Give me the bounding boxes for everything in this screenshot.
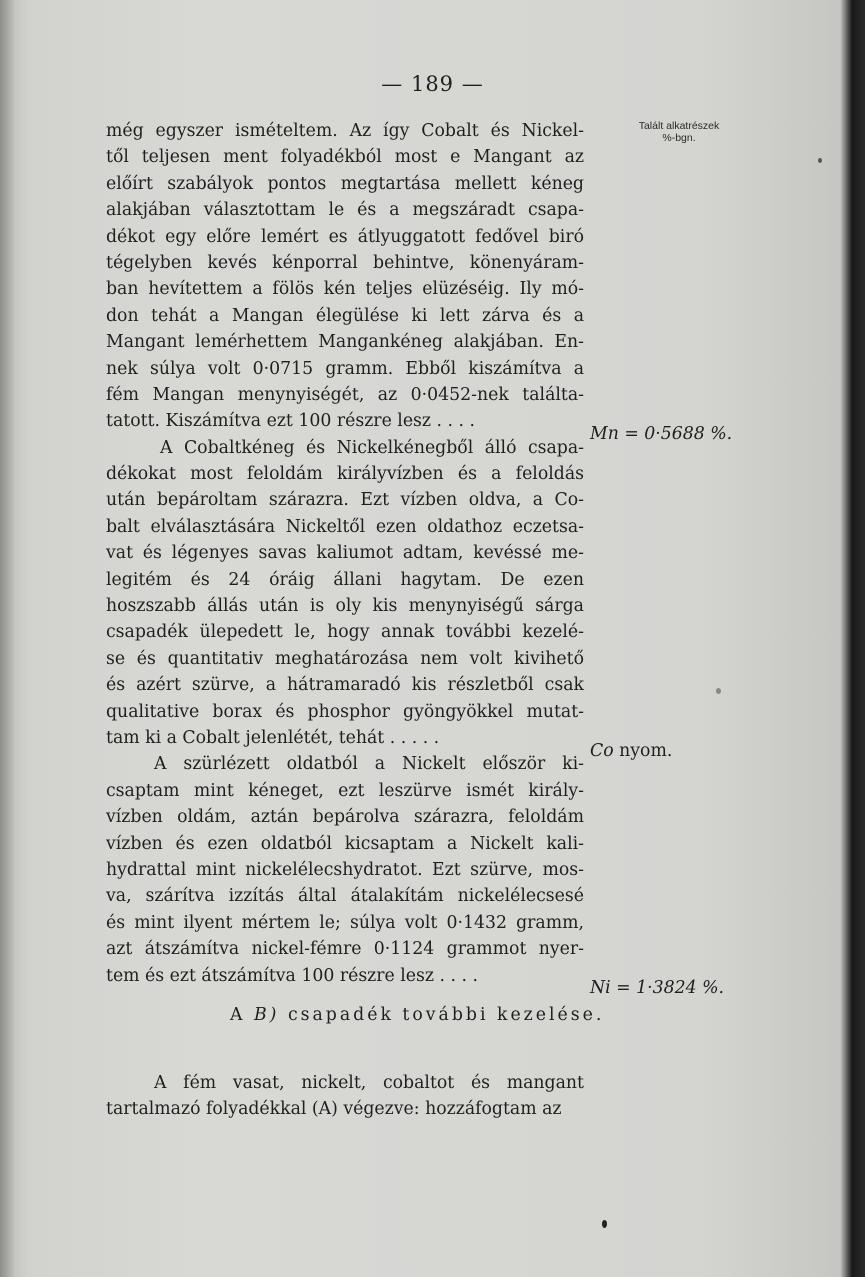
- text-line: qualitative borax és phosphor gyöngyökkel mutat-: [106, 701, 584, 722]
- co-value: nyom.: [619, 741, 673, 761]
- margin-column-header: [604, 120, 754, 144]
- text-line: csapadék ülepedett le, hogy annak további kezelé-: [106, 622, 584, 643]
- text-line: és mint ilyent mértem le; súlya volt 0·1432 gramm,: [106, 912, 584, 933]
- scan-speck: [602, 1220, 607, 1228]
- result-ni: [590, 975, 790, 1001]
- paragraph-2: [106, 435, 584, 752]
- paragraph-4: [106, 1070, 584, 1123]
- text-line: tatott. Kiszámítva ezt 100 részre lesz . . . .: [106, 411, 475, 432]
- section-heading-prefix: A: [230, 1005, 246, 1025]
- co-symbol: Co: [590, 741, 614, 761]
- text-line: azt átszámítva nickel-fémre 0·1124 grammot nyer-: [106, 939, 584, 960]
- text-line: től teljesen ment folyadékból most e Mangant az: [106, 147, 584, 168]
- ni-symbol: Ni: [590, 978, 611, 998]
- text-line: fém Mangan menynyiségét, az 0·0452-nek találta-: [106, 384, 584, 405]
- text-line: dékokat most feloldám királyvízben és a feloldás: [106, 464, 584, 485]
- paragraph-3: [106, 751, 584, 989]
- text-line: tégelyben kevés kénporral behintve, könenyáram-: [106, 252, 584, 273]
- text-line: még egyszer ismételtem. Az így Cobalt és Nickel-: [106, 121, 584, 141]
- text-line: vat és légenyes savas kaliumot adtam, kevéssé me-: [106, 543, 584, 564]
- text-line: A fém vasat, nickelt, cobaltot és mangant: [154, 1073, 584, 1093]
- mn-symbol: Mn: [590, 424, 619, 444]
- text-line: csaptam mint kéneget, ezt leszürve ismét király-: [106, 780, 584, 801]
- body-text: [106, 118, 584, 989]
- text-line: tartalmazó folyadékkal (A) végezve: hozzáfogtam az: [106, 1099, 562, 1120]
- text-line: alakjában választottam le és a megszáradt csapa-: [106, 200, 584, 221]
- scan-speck: [818, 158, 822, 163]
- page-binding-edge: [0, 0, 14, 1277]
- text-line: legitém és 24 óráig állani hagytam. De ezen: [106, 569, 584, 590]
- margin-header-line2: %-bgn.: [662, 132, 696, 144]
- text-line: előírt szabályok pontos megtartása mellett kéneg: [106, 173, 584, 194]
- text-line: és azért szürve, a hátramaradó kis részletből csak: [106, 675, 584, 696]
- text-line: ban hevítettem a fölös kén teljes elüzéséig. Ily mó-: [106, 279, 584, 300]
- section-heading: [230, 1005, 604, 1025]
- mn-value: = 0·5688 %.: [624, 424, 733, 444]
- text-line: vízben oldám, aztán bepárolva szárazra, feloldám: [106, 807, 584, 828]
- text-line: hoszszabb állás után is oly kis menynyiségű sárga: [106, 596, 584, 617]
- scan-speck: [716, 688, 721, 694]
- section-heading-rest: csapadék további kezelése.: [287, 1005, 605, 1025]
- result-co: [590, 738, 790, 764]
- result-mn: [590, 421, 790, 447]
- text-line: A Cobaltkéneg és Nickelkénegből álló csapa-: [160, 437, 584, 458]
- text-line: don tehát a Mangan élegülése ki lett zárva és a: [106, 305, 584, 326]
- text-line: Mangant lemérhettem Mangankéneg alakjában. En-: [106, 332, 584, 353]
- ni-value: = 1·3824 %.: [616, 978, 725, 998]
- text-line: balt elválasztására Nickeltől ezen oldathoz eczetsa-: [106, 516, 584, 537]
- page-number: — 189 —: [381, 72, 484, 96]
- text-line: vízben és ezen oldatból kicsaptam a Nickelt kali-: [106, 833, 584, 854]
- text-line: va, szárítva izzítás által átalakítám nickelélecsesé: [106, 886, 584, 907]
- text-line: tem és ezt átszámítva 100 részre lesz . . . .: [106, 965, 478, 986]
- paragraph-1: [106, 118, 584, 435]
- text-line: se és quantitativ meghatározása nem volt kivihető: [106, 648, 584, 669]
- margin-header-line1: Talált alkatrészek: [638, 120, 720, 132]
- text-line: után bepároltam szárazra. Ezt vízben oldva, a Co-: [106, 490, 584, 511]
- text-line: A szürlézett oldatból a Nickelt először ki-: [154, 754, 584, 775]
- text-line: dékot egy előre lemért es átlyuggatott fedővel biró: [106, 226, 584, 247]
- section-heading-label: B): [253, 1005, 280, 1025]
- text-line: tam ki a Cobalt jelenlétét, tehát . . . . .: [106, 727, 440, 748]
- text-line: hydrattal mint nickelélecshydratot. Ezt szürve, mos-: [106, 859, 584, 880]
- text-line: nek súlya volt 0·0715 gramm. Ebből kiszámítva a: [106, 358, 584, 379]
